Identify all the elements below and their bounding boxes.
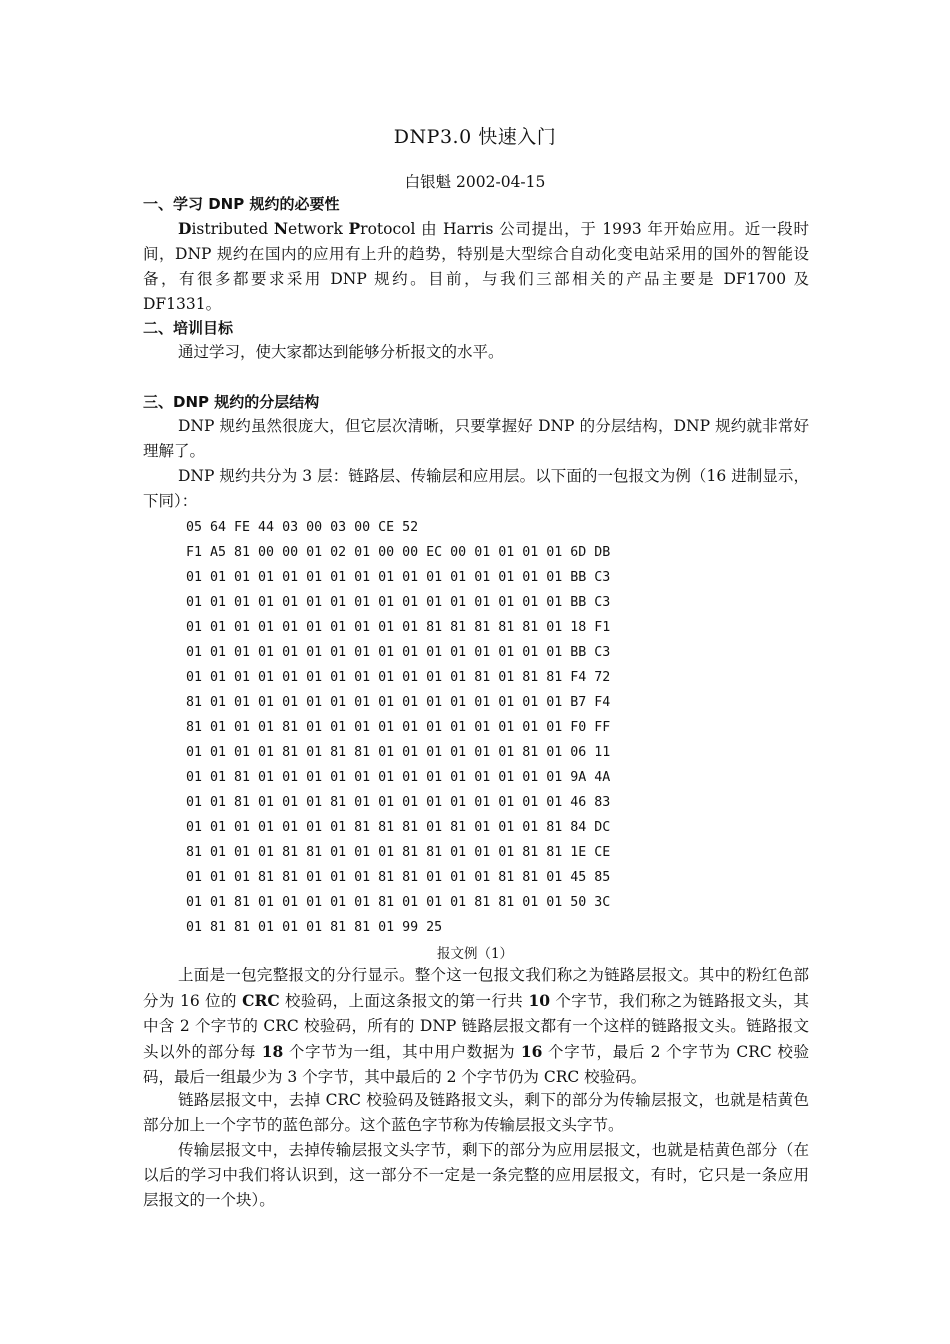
- hex-row: 05 64 FE 44 03 00 03 00 CE 52: [186, 520, 419, 535]
- explanation-paragraph-2: 链路层报文中，去掉 CRC 校验码及链路报文头，剩下的部分为传输层报文，也就是桔黄色部分加上一个字节的蓝色部分。这个蓝色字节称为传输层报文头字节。: [143, 1091, 809, 1134]
- hex-row: 81 01 01 01 81 81 01 01 01 81 81 01 01 01 81 81 1E CE: [186, 845, 611, 860]
- hex-row: 01 01 01 01 01 01 01 01 01 01 01 01 01 01 01 01 BB C3: [186, 570, 611, 585]
- bold-number-16: 16: [520, 1042, 543, 1061]
- bold-letter-d: D: [178, 219, 192, 238]
- hex-row: 01 01 01 01 01 01 01 01 01 01 01 01 01 01 01 01 BB C3: [186, 645, 611, 660]
- bold-number-10: 10: [528, 991, 551, 1010]
- text-run: 个字节为一组，其中用户数据为: [283, 1043, 521, 1061]
- section-2-paragraph: 通过学习，使大家都达到能够分析报文的水平。: [178, 343, 504, 361]
- hex-row: 01 01 01 01 81 01 81 81 01 01 01 01 01 01 81 01 06 11: [186, 745, 611, 760]
- explanation-paragraph-3: 传输层报文中，去掉传输层报文头字节，剩下的部分为应用层报文，也就是桔黄色部分（在以后的学习中我们将认识到，这一部分不一定是一条完整的应用层报文，有时，它只是一条应用层报文的一个块）。: [143, 1141, 809, 1209]
- hex-row: F1 A5 81 00 00 01 02 01 00 00 EC 00 01 01 01 01 6D DB: [186, 545, 611, 560]
- section-2-heading: 二、培训目标: [143, 319, 234, 337]
- hex-row: 01 01 81 01 01 01 81 01 01 01 01 01 01 01 01 01 46 83: [186, 795, 611, 810]
- text-run: 上面是一包完整报文的分行显示。整个这一包报文我们称之为链路层报文。其中的粉红色部分为 16 位的: [143, 966, 809, 1010]
- bold-crc: CRC: [242, 991, 280, 1010]
- explanation-paragraph-1: [143, 963, 809, 1090]
- section-1-heading: 一、学习 DNP 规约的必要性: [143, 195, 340, 213]
- hex-row: 01 01 01 01 01 01 01 01 01 01 01 01 81 01 81 81 F4 72: [186, 670, 611, 685]
- hex-row: 01 01 01 81 81 01 01 01 81 81 01 01 01 81 81 01 45 85: [186, 870, 611, 885]
- hex-row: 01 01 01 01 01 01 01 01 01 01 81 81 81 81 81 01 18 F1: [186, 620, 611, 635]
- text-run: istributed: [191, 220, 274, 238]
- bold-number-18: 18: [261, 1042, 284, 1061]
- text-run: 个字节，我们称之为链路报文头，其中含 2 个字节的 CRC 校验码，所有的 DNP 链路层报文都有一个这样的链路报文头。链路报文头以外的部分每: [143, 992, 809, 1061]
- hex-row: 81 01 01 01 01 01 01 01 01 01 01 01 01 01 01 01 B7 F4: [186, 695, 611, 710]
- text-run: 校验码，上面这条报文的第一行共: [279, 992, 529, 1010]
- bold-letter-p: P: [348, 219, 361, 238]
- hex-row: 01 01 81 01 01 01 01 01 81 01 01 01 81 81 01 01 50 3C: [186, 895, 611, 910]
- hex-row: 01 01 01 01 01 01 01 81 81 81 01 81 01 01 01 81 84 DC: [186, 820, 611, 835]
- hex-row: 01 81 81 01 01 01 81 81 01 99 25: [186, 920, 443, 935]
- author-date: 白银魁 2002-04-15: [404, 173, 546, 191]
- hex-row: 81 01 01 01 81 01 01 01 01 01 01 01 01 01 01 01 F0 FF: [186, 720, 611, 735]
- text-run: rotocol 由 Harris 公司提出，于 1993 年开始应用。近一段时间，DNP 规约在国内的应用有上升的趋势，特别是大型综合自动化变电站采用的国外的智能设备，有很多都要求采用 DNP 规约。目前，与我们三部相关的产品主要是 DF1700 及 DF1331。: [143, 220, 809, 313]
- text-run: 个字节，最后 2 个字节为 CRC 校验码，最后一组最少为 3 个字节，其中最后的 2 个字节仍为 CRC 校验码。: [143, 1043, 810, 1086]
- section-1-paragraph: [143, 216, 809, 317]
- hex-dump: [186, 515, 610, 940]
- document-title: DNP3.0 快速入门: [393, 126, 557, 148]
- text-run: etwork: [288, 220, 349, 238]
- bold-letter-n: N: [273, 219, 289, 238]
- section-3-paragraph-2: DNP 规约共分为 3 层：链路层、传输层和应用层。以下面的一包报文为例（16 进制显示，下同）：: [143, 467, 809, 510]
- section-3-heading: 三、DNP 规约的分层结构: [143, 393, 320, 411]
- section-3-paragraph-1: DNP 规约虽然很庞大，但它层次清晰，只要掌握好 DNP 的分层结构，DNP 规约就非常好理解了。: [143, 417, 809, 460]
- hex-row: 01 01 01 01 01 01 01 01 01 01 01 01 01 01 01 01 BB C3: [186, 595, 611, 610]
- figure-caption: 报文例（1）: [436, 946, 514, 962]
- hex-row: 01 01 81 01 01 01 01 01 01 01 01 01 01 01 01 01 9A 4A: [186, 770, 611, 785]
